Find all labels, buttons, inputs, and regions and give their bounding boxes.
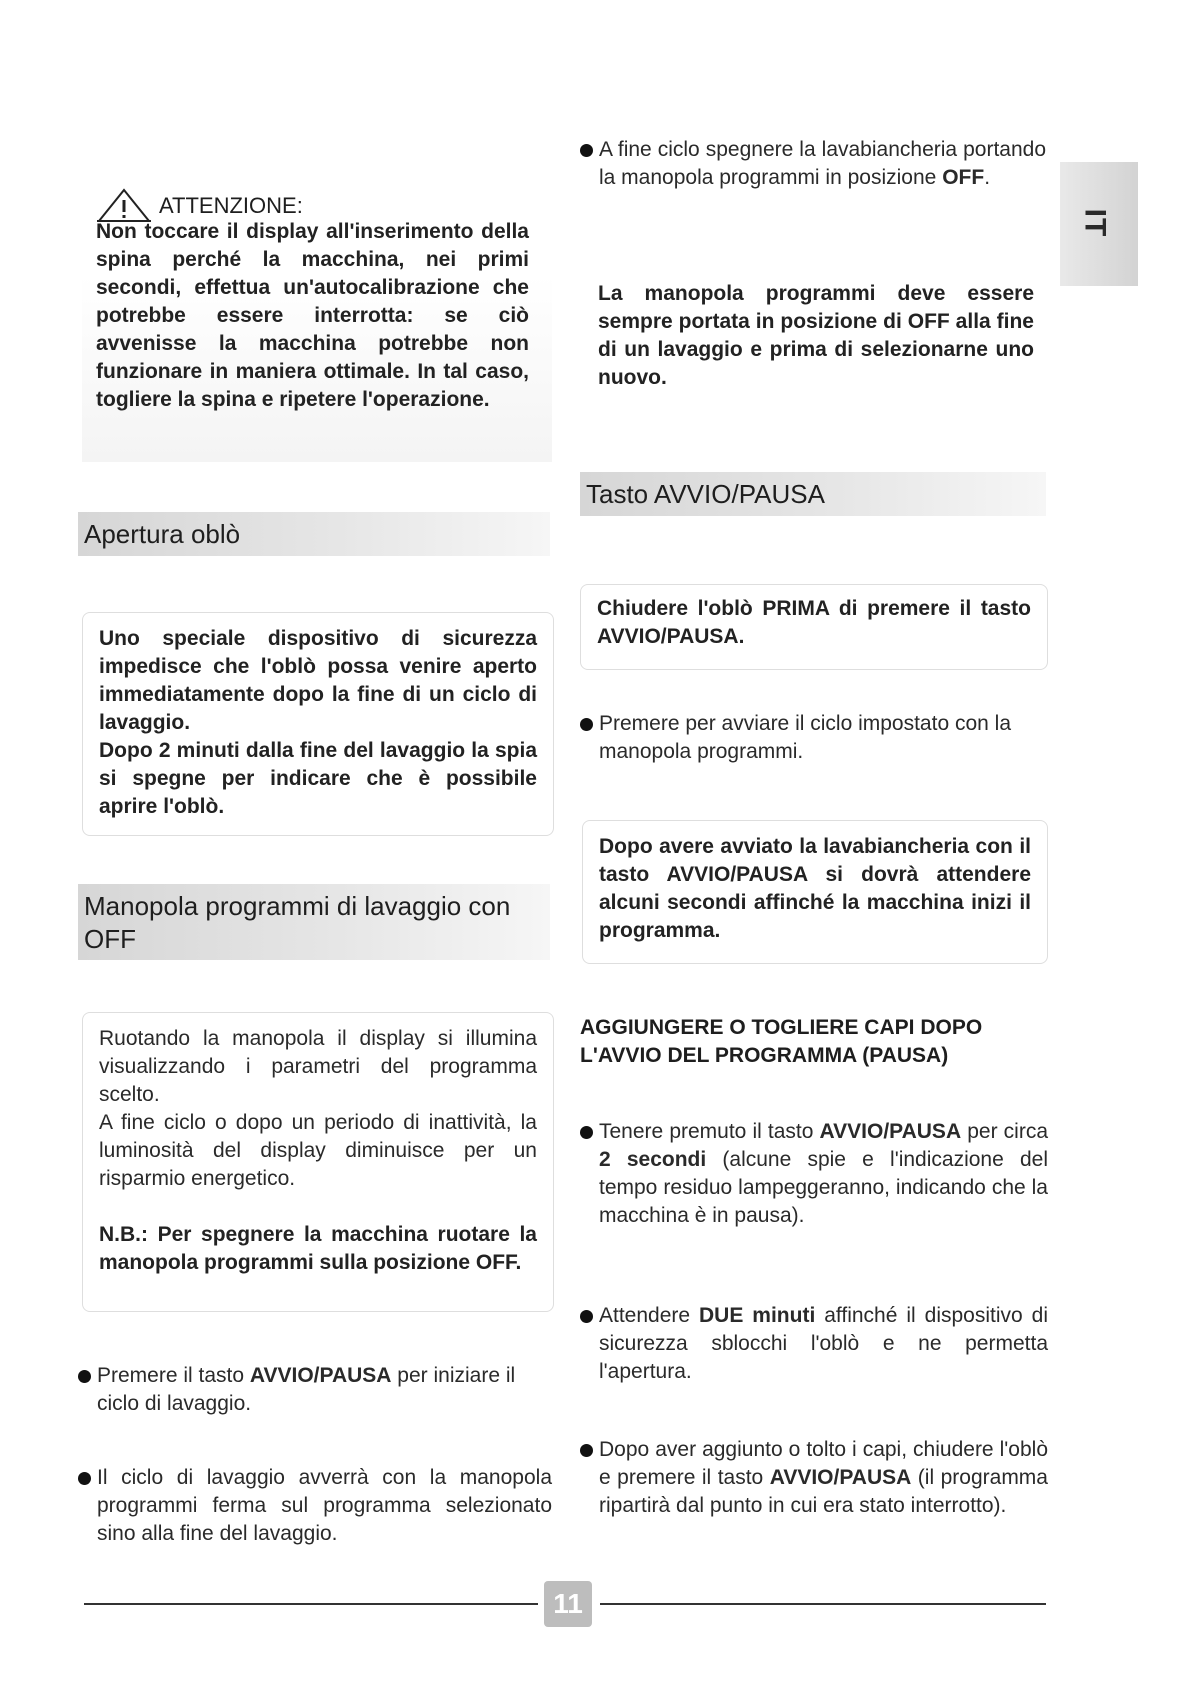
bullet-icon [78, 1472, 91, 1485]
text: Premere per avviare il ciclo impostato con la manopola programmi. [599, 712, 1012, 763]
text: Tenere premuto il tasto [599, 1120, 820, 1143]
text: Il ciclo di lavaggio avverrà con la manopola programmi ferma sul programma selezionato sino alla fine del lavaggio. [97, 1466, 552, 1545]
list-item [580, 1302, 1048, 1386]
text: per iniziare il ciclo di lavaggio. [97, 1364, 516, 1415]
knob-description: Ruotando la manopola il display si illumina visualizzando i parametri del programma scelto. A fine ciclo o dopo un periodo di inattività, la luminosità del display diminuisce per un risparmio energetico. [99, 1027, 537, 1190]
start-box-2: Dopo avere avviato la lavabiancheria con il tasto AVVIO/PAUSA si dovrà attendere alcuni secondi affinché la macchina inizi il programma. [582, 820, 1048, 964]
text-bold: 2 secondi [599, 1148, 707, 1171]
text: A fine ciclo spegnere la lavabiancheria portando la manopola programmi in posizione [599, 138, 1046, 189]
bullet-icon [78, 1370, 91, 1383]
text: (alcune spie e l'indicazione del tempo residuo lampeggeranno, indicando che la macchina è in pausa). [599, 1148, 1048, 1227]
text: (il programma ripartirà dal punto in cui era stato interrotto). [599, 1466, 1048, 1517]
footer-rule-left [84, 1603, 538, 1605]
page-number: 11 [544, 1581, 592, 1627]
language-tab [1060, 162, 1138, 286]
text: Premere il tasto [97, 1364, 250, 1387]
door-info-box: Uno speciale dispositivo di sicurezza impedisce che l'oblò possa venire aperto immediatamente dopo la fine di un ciclo di lavaggio. Dopo 2 minuti dalla fine del lavaggio la spia si spegne per indicare che è possibile aprire l'oblò. [82, 612, 554, 836]
text: Attendere [599, 1304, 700, 1327]
warning-text: Non toccare il display all'inserimento della spina perché la macchina, nei primi secondi, effettua un'autocalibrazione che potrebbe essere interrotta: se ciò avvenisse la macchina potrebbe non funzionare in maniera ottimale. In tal caso, togliere la spina e ripetere l'operazione. [96, 220, 529, 411]
list-item [580, 136, 1046, 192]
text-bold: DUE minuti [699, 1304, 816, 1327]
footer-rule-right [600, 1603, 1046, 1605]
list-item [580, 1436, 1048, 1520]
list-item [78, 1362, 552, 1418]
language-tab-label: IT [1078, 208, 1112, 238]
warning-title: ATTENZIONE: [159, 193, 303, 218]
text-bold: AVVIO/PAUSA [769, 1466, 912, 1489]
list-item [580, 710, 1048, 766]
start-box-1: Chiudere l'oblò PRIMA di premere il tasto AVVIO/PAUSA. [580, 584, 1048, 670]
knob-section-heading: Manopola programmi di lavaggio con OFF [78, 884, 550, 960]
text-bold: OFF [942, 166, 985, 189]
bullet-icon [580, 1444, 593, 1457]
bullet-icon [580, 144, 593, 157]
list-item [78, 1464, 552, 1548]
text: Dopo aver aggiunto o tolto i capi, chiudere l'oblò e premere il tasto [599, 1438, 1048, 1489]
text: per circa [961, 1120, 1049, 1143]
start-section-heading: Tasto AVVIO/PAUSA [580, 472, 1046, 516]
bullet-icon [580, 718, 593, 731]
bullet-icon [580, 1310, 593, 1323]
knob-note: N.B.: Per spegnere la macchina ruotare la manopola programmi sulla posizione OFF. [99, 1223, 537, 1274]
text-bold: AVVIO/PAUSA [249, 1364, 392, 1387]
off-note: La manopola programmi deve essere sempre portata in posizione di OFF alla fine di un lavaggio e prima di selezionarne uno nuovo. [598, 282, 1034, 389]
knob-info-box [82, 1012, 554, 1312]
bullet-icon [580, 1126, 593, 1139]
text-bold: AVVIO/PAUSA [819, 1120, 962, 1143]
text: affinché il dispositivo di sicurezza sblocchi l'oblò e ne permetta l'apertura. [599, 1304, 1048, 1383]
pause-heading: AGGIUNGERE O TOGLIERE CAPI DOPO L'AVVIO DEL PROGRAMMA (PAUSA) [580, 1016, 983, 1067]
door-section-heading: Apertura oblò [78, 512, 550, 556]
list-item [580, 1118, 1048, 1230]
text: . [984, 166, 991, 189]
